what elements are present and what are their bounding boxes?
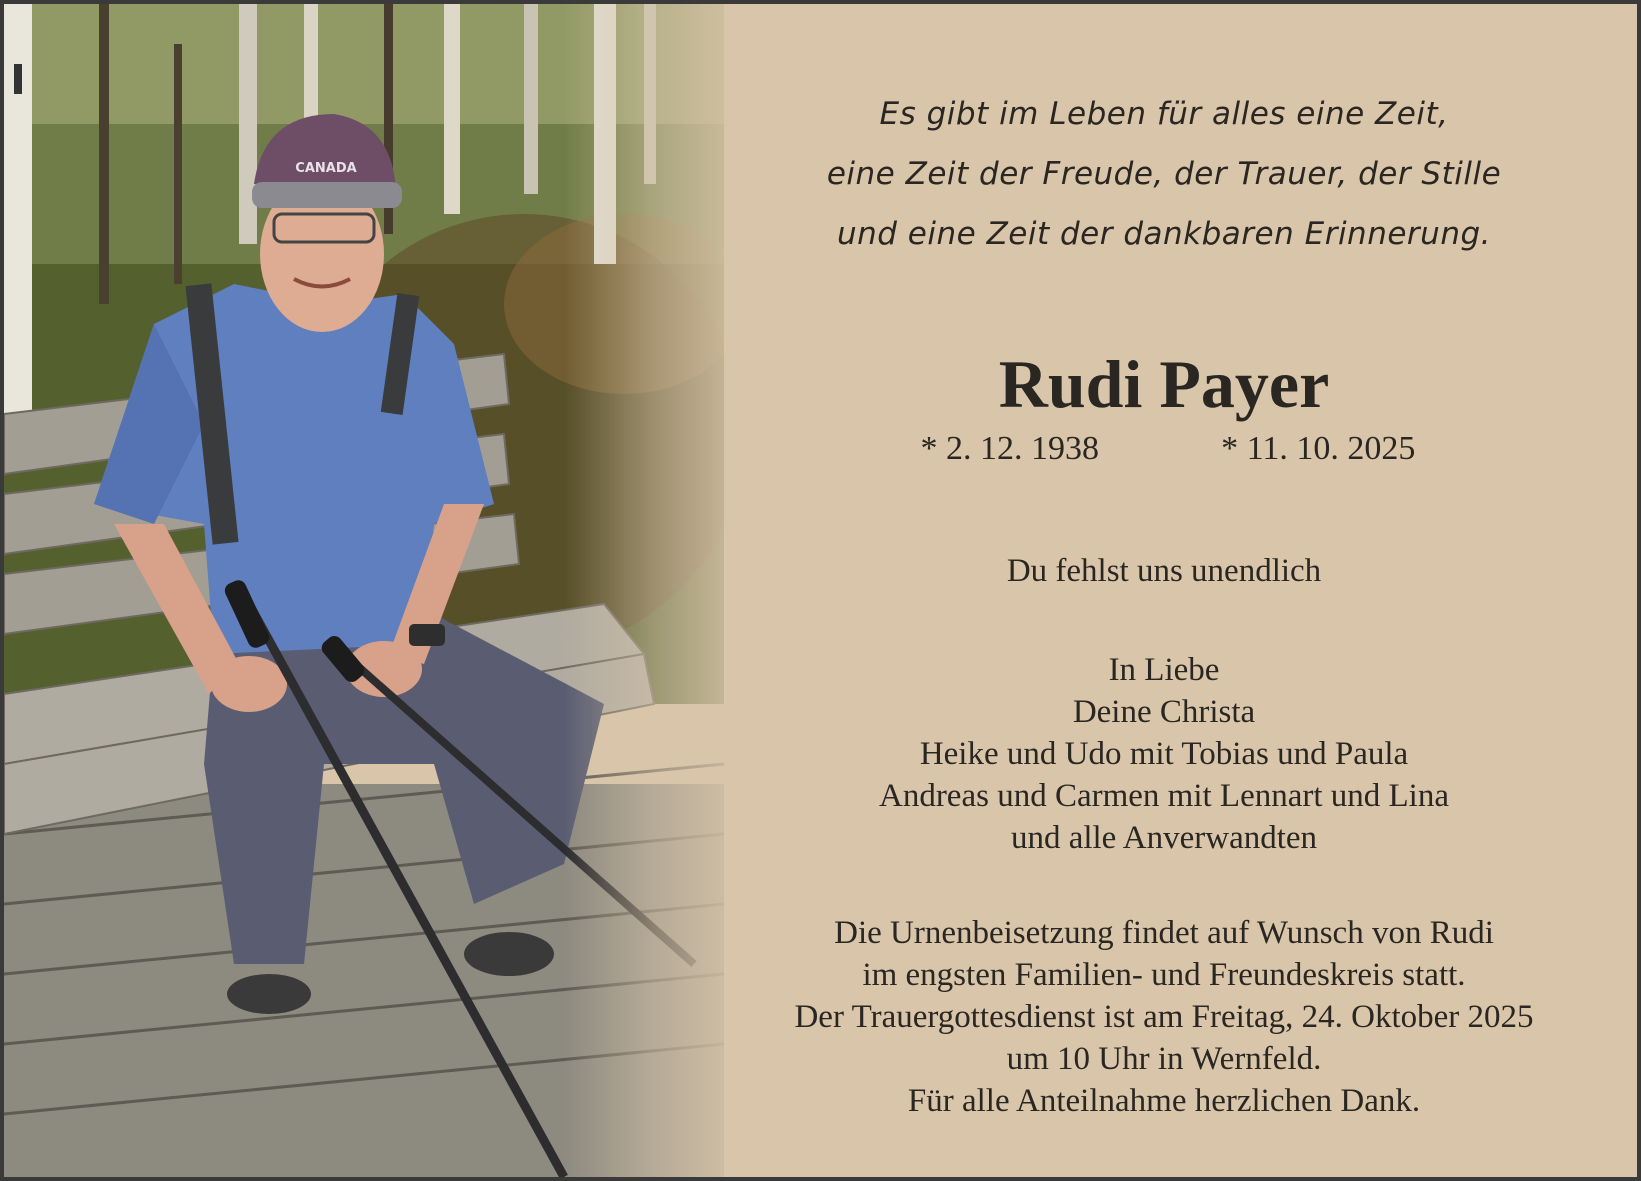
family-signature <box>714 649 1614 859</box>
notice-line-3: Der Trauergottesdienst ist am Freitag, 24. Oktober 2025 <box>794 999 1534 1035</box>
portrait-photo <box>4 4 724 1177</box>
notice-line-4: um 10 Uhr in Wernfeld. <box>1006 1041 1322 1077</box>
funeral-notice <box>714 912 1614 1122</box>
family-line-1: In Liebe <box>1108 652 1220 688</box>
family-line-4: Andreas und Carmen mit Lennart und Lina <box>878 778 1449 814</box>
text-panel <box>714 4 1614 1177</box>
quote-line-3: und eine Zeit der dankbaren Erinnerung. <box>836 216 1492 252</box>
obituary-card <box>4 4 1637 1177</box>
notice-line-1: Die Urnenbeisetzung findet auf Wunsch von Rudi <box>834 915 1494 951</box>
deceased-name: Rudi Payer <box>998 346 1330 422</box>
notice-line-5: Für alle Anteilnahme herzlichen Dank. <box>907 1083 1421 1119</box>
life-dates <box>714 428 1614 470</box>
quote-line-2: eine Zeit der Freude, der Trauer, der Stille <box>826 156 1502 192</box>
quote-line-1: Es gibt im Leben für alles eine Zeit, <box>879 96 1449 132</box>
family-line-5: und alle Anverwandten <box>1010 820 1318 856</box>
birth-date: * 2. 12. 1938 <box>920 430 1099 467</box>
notice-line-2: im engsten Familien- und Freundeskreis statt. <box>862 957 1466 993</box>
family-line-3: Heike und Udo mit Tobias und Paula <box>919 736 1409 772</box>
family-line-2: Deine Christa <box>1072 694 1256 730</box>
cap-logo-text: CANADA <box>295 161 357 176</box>
memorial-quote <box>714 84 1614 264</box>
photo-fade <box>564 4 724 1177</box>
farewell-message: Du fehlst uns unendlich <box>1006 553 1322 589</box>
death-date: * 11. 10. 2025 <box>1221 430 1416 467</box>
